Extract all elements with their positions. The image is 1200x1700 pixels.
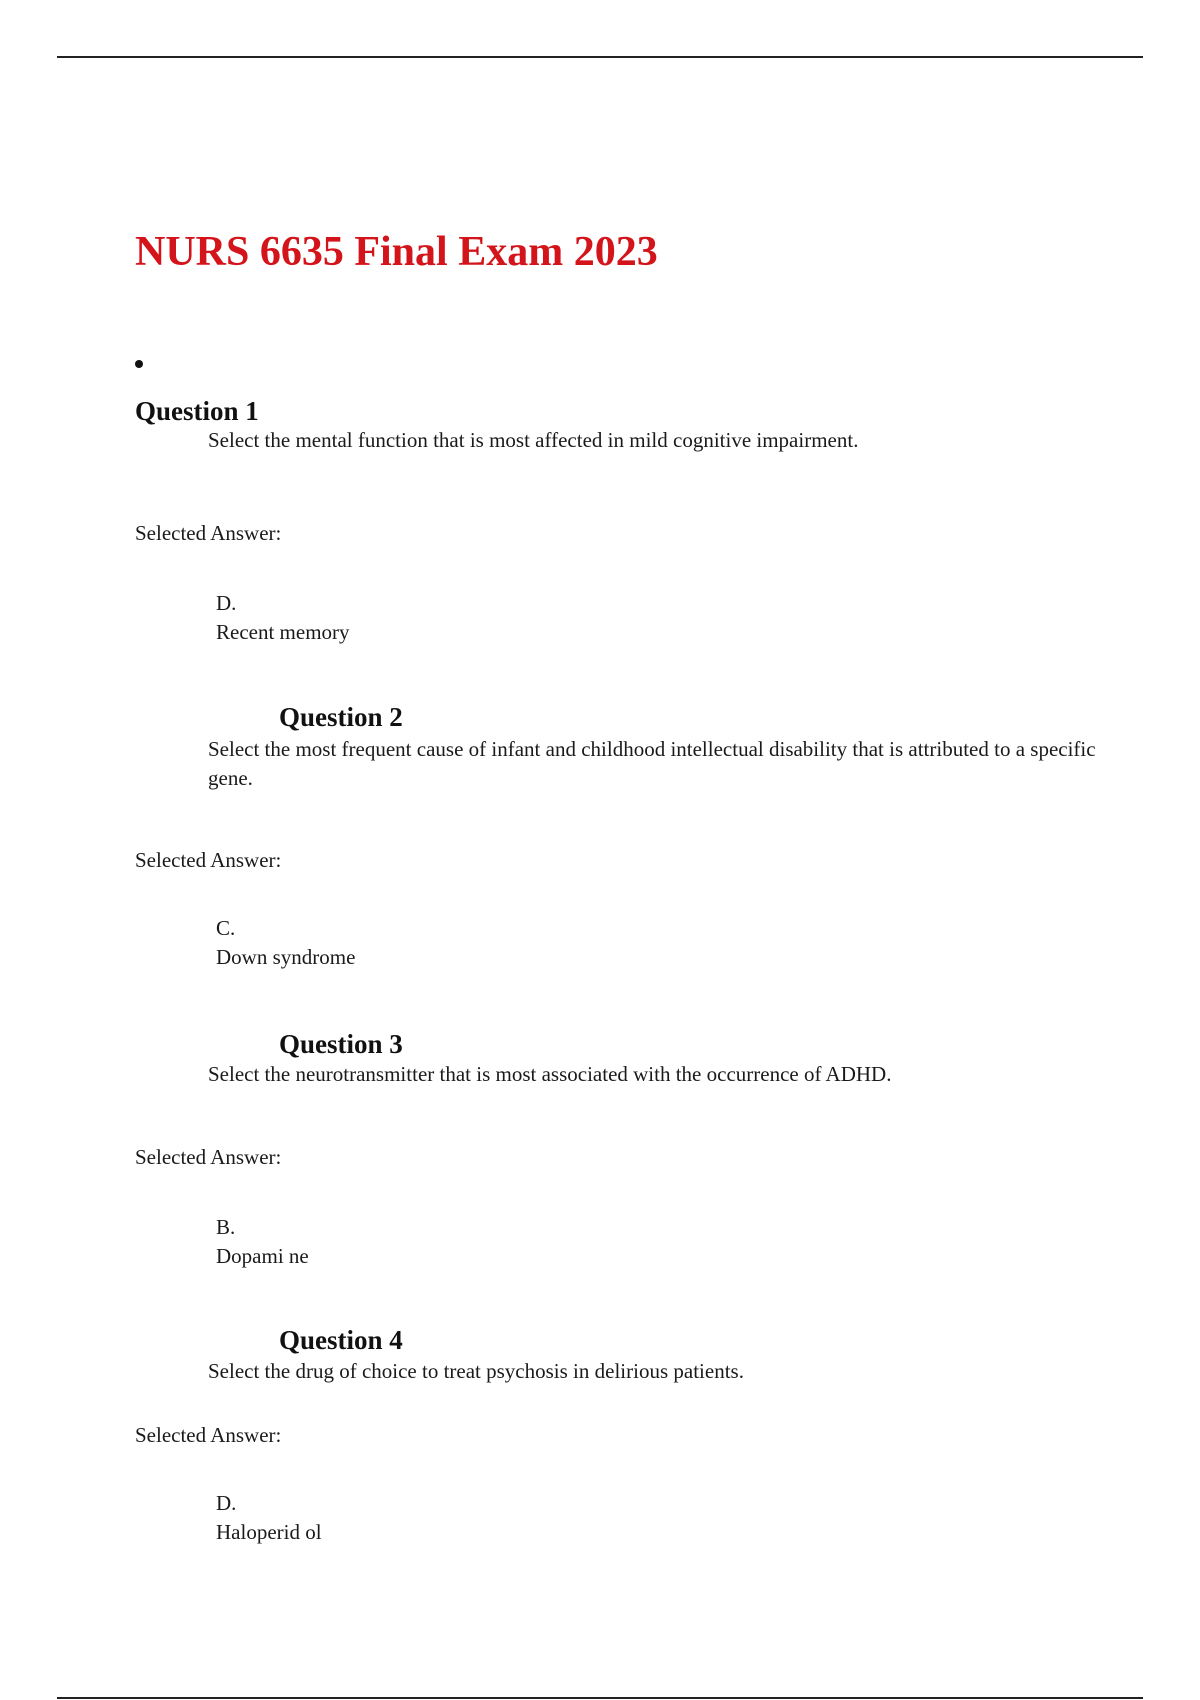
top-rule: [57, 56, 1143, 58]
question-1-answer-letter: D.: [216, 591, 237, 615]
question-3-heading: Question 3: [279, 1029, 403, 1059]
question-4-text: Select the drug of choice to treat psychosis in delirious patients.: [208, 1359, 744, 1383]
question-2-text: Select the most frequent cause of infant and childhood intellectual disability that is attributed to a specific gene.: [208, 737, 1096, 790]
question-3-answer-text: Dopami ne: [216, 1244, 309, 1268]
bottom-rule: [57, 1697, 1143, 1699]
question-3-text: Select the neurotransmitter that is most associated with the occurrence of ADHD.: [208, 1062, 892, 1086]
question-1-selected-answer-label: Selected Answer:: [135, 521, 282, 545]
list-bullet: [135, 360, 143, 368]
question-4-heading: Question 4: [279, 1325, 403, 1355]
question-4-selected-answer-label: Selected Answer:: [135, 1423, 282, 1447]
question-1-text: Select the mental function that is most affected in mild cognitive impairment.: [208, 428, 859, 452]
question-1-heading: Question 1: [135, 396, 259, 426]
question-4-answer-text: Haloperid ol: [216, 1520, 322, 1544]
page-title: NURS 6635 Final Exam 2023: [135, 229, 658, 275]
question-3-answer-letter: B.: [216, 1215, 236, 1239]
question-2-selected-answer-label: Selected Answer:: [135, 848, 282, 872]
question-1-answer-text: Recent memory: [216, 620, 350, 644]
question-2-answer-letter: C.: [216, 916, 236, 940]
question-2-heading: Question 2: [279, 702, 403, 732]
question-3-selected-answer-label: Selected Answer:: [135, 1145, 282, 1169]
question-2-answer-text: Down syndrome: [216, 945, 356, 969]
question-4-answer-letter: D.: [216, 1491, 237, 1515]
